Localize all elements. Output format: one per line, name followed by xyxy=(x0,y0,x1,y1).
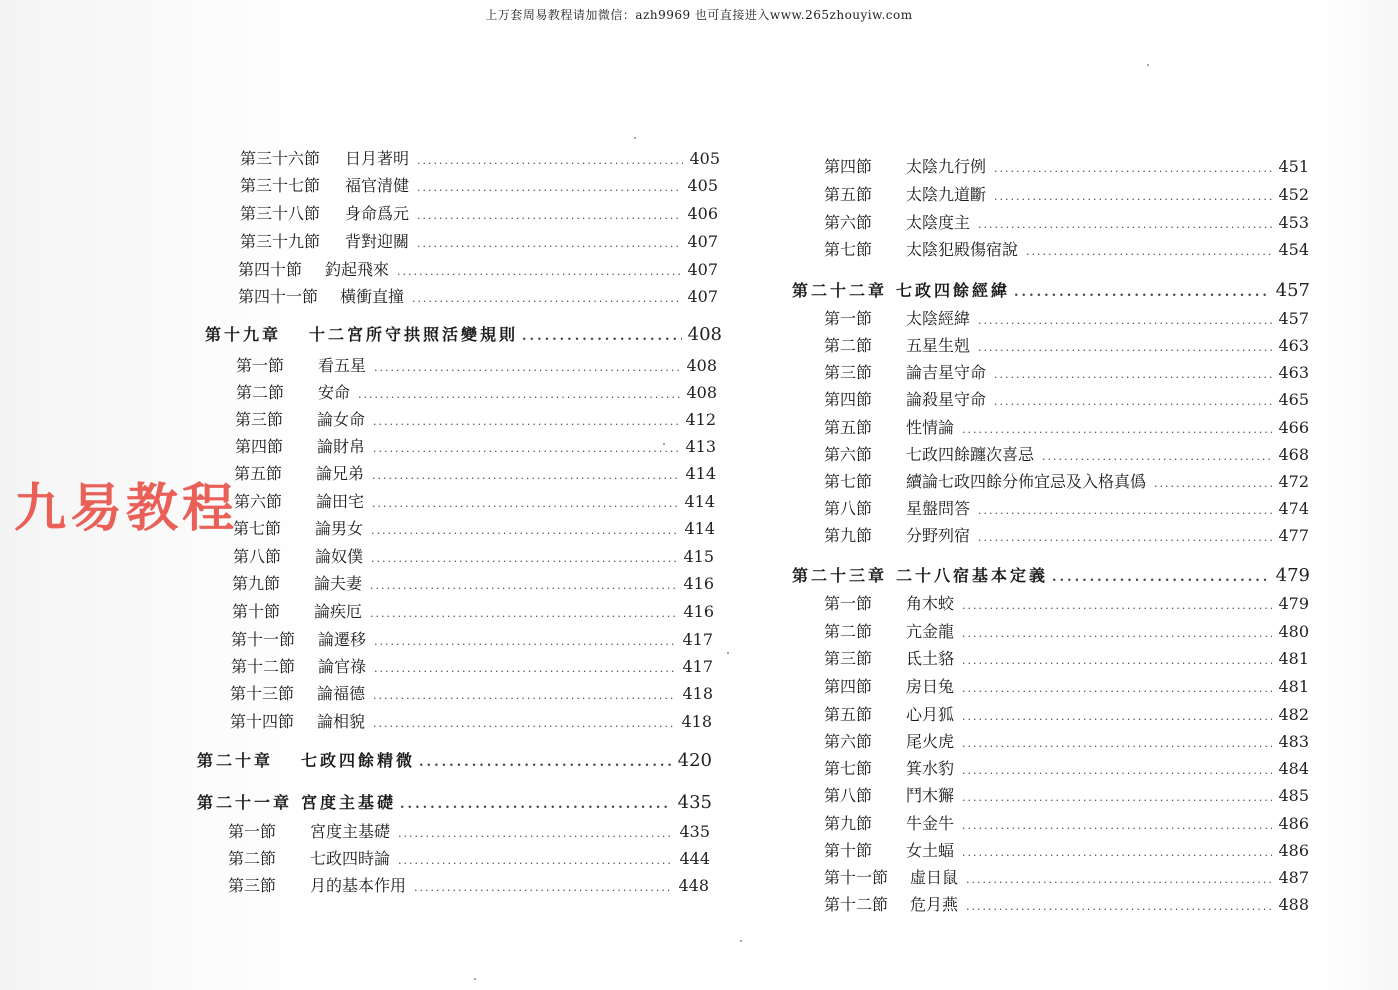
section-title: 尾火虎 xyxy=(906,732,955,751)
chapter-number: 第二十一章 xyxy=(197,793,293,812)
scan-speck xyxy=(1147,64,1149,66)
section-number: 第十三節 xyxy=(230,684,295,703)
section-number: 第十一節 xyxy=(824,868,889,887)
chapter-title: 七政四餘精微 xyxy=(301,751,416,770)
toc-section-entry xyxy=(824,729,1309,751)
section-title: 太陰經緯 xyxy=(906,309,971,328)
chapter-number: 第二十三章 xyxy=(792,566,888,585)
page-number: 452 xyxy=(1278,185,1309,204)
page-number: 488 xyxy=(1278,895,1309,914)
section-title: 星盤問答 xyxy=(906,499,971,518)
section-number: 第三節 xyxy=(235,410,284,429)
dot-leader xyxy=(373,717,675,730)
section-number: 第十二節 xyxy=(824,895,889,914)
toc-section-entry xyxy=(234,489,715,511)
section-number: 第四節 xyxy=(824,157,873,176)
toc-section-entry xyxy=(233,516,715,538)
section-number: 第三節 xyxy=(824,649,873,668)
toc-section-entry xyxy=(824,646,1309,668)
section-title: 五星生剋 xyxy=(906,336,971,355)
section-title: 橫衝直撞 xyxy=(340,287,405,306)
toc-section-entry xyxy=(238,284,718,306)
section-number: 第六節 xyxy=(824,445,873,464)
toc-section-entry xyxy=(235,434,716,456)
page-number: 451 xyxy=(1278,157,1309,176)
page-number: 480 xyxy=(1278,622,1309,641)
section-number: 第九節 xyxy=(232,574,281,593)
section-title: 論夫妻 xyxy=(314,574,363,593)
page-number: 479 xyxy=(1275,565,1310,586)
section-number: 第七節 xyxy=(824,759,873,778)
page-number: 483 xyxy=(1278,732,1309,751)
toc-section-entry xyxy=(230,681,713,703)
dot-leader xyxy=(994,395,1272,408)
section-title: 論疾厄 xyxy=(314,602,363,621)
toc-section-entry xyxy=(234,461,716,483)
toc-chapter-entry xyxy=(197,748,712,774)
section-number: 第五節 xyxy=(824,185,873,204)
dot-leader xyxy=(978,341,1272,354)
section-title: 七政四時論 xyxy=(310,849,391,868)
section-number: 第六節 xyxy=(824,732,873,751)
toc-chapter-entry xyxy=(792,563,1310,589)
scan-speck xyxy=(634,137,636,139)
dot-leader xyxy=(962,791,1272,804)
dot-leader xyxy=(412,292,681,305)
section-title: 分野列宿 xyxy=(906,526,971,545)
page-number: 472 xyxy=(1278,472,1309,491)
dot-leader xyxy=(370,607,677,620)
dot-leader xyxy=(1154,477,1272,490)
page-number: 486 xyxy=(1278,841,1309,860)
section-title: 危月燕 xyxy=(910,895,959,914)
section-number: 第六節 xyxy=(234,492,283,511)
dot-leader xyxy=(372,469,679,482)
section-title: 氐土貉 xyxy=(906,649,955,668)
section-number: 第八節 xyxy=(824,786,873,805)
section-title: 福官清健 xyxy=(345,176,410,195)
toc-section-entry xyxy=(228,846,710,868)
section-number: 第二節 xyxy=(236,383,285,402)
dot-leader xyxy=(372,497,678,510)
dot-leader xyxy=(398,854,673,867)
section-number: 第三節 xyxy=(228,876,277,895)
scan-speck xyxy=(474,978,476,980)
section-number: 第十節 xyxy=(232,602,281,621)
dot-leader xyxy=(962,819,1272,832)
toc-section-entry xyxy=(824,360,1309,382)
section-number: 第二節 xyxy=(824,622,873,641)
section-title: 論官祿 xyxy=(318,657,367,676)
page-number: 417 xyxy=(682,630,713,649)
section-title: 牛金牛 xyxy=(906,814,955,833)
section-title: 論奴僕 xyxy=(315,547,364,566)
dot-leader xyxy=(522,329,682,344)
dot-leader xyxy=(994,368,1272,381)
section-number: 第四節 xyxy=(824,677,873,696)
dot-leader xyxy=(966,900,1272,913)
page-number: 408 xyxy=(686,356,717,375)
section-number: 第十二節 xyxy=(231,657,296,676)
chapter-number: 第二十二章 xyxy=(792,281,888,300)
section-number: 第十一節 xyxy=(231,630,296,649)
dot-leader xyxy=(374,361,680,374)
dot-leader xyxy=(962,599,1272,612)
toc-section-entry xyxy=(824,387,1309,409)
dot-leader xyxy=(371,524,678,537)
toc-section-entry xyxy=(232,599,714,621)
toc-section-entry xyxy=(230,709,712,731)
page-number: 407 xyxy=(687,287,718,306)
dot-leader xyxy=(1042,450,1272,463)
toc-section-entry xyxy=(236,380,717,402)
page-number: 416 xyxy=(683,602,714,621)
section-title: 論兄弟 xyxy=(316,464,365,483)
page-number: 479 xyxy=(1278,594,1309,613)
page-number: 420 xyxy=(677,750,712,771)
page-number: 466 xyxy=(1278,418,1309,437)
toc-chapter-entry xyxy=(792,278,1310,304)
header-notice: 上万套周易教程请加微信：azh9969 也可直接进入www.265zhouyiw.com xyxy=(485,8,913,22)
section-title: 論吉星守命 xyxy=(906,363,987,382)
page-number: 457 xyxy=(1275,280,1310,301)
dot-leader xyxy=(417,154,683,167)
dot-leader xyxy=(962,710,1272,723)
section-number: 第一節 xyxy=(824,594,873,613)
toc-section-entry xyxy=(232,571,714,593)
toc-section-entry xyxy=(824,838,1309,860)
dot-leader xyxy=(978,314,1272,327)
page-number: 413 xyxy=(685,437,716,456)
page-number: 481 xyxy=(1278,649,1309,668)
toc-section-entry xyxy=(231,654,713,676)
section-title: 箕水豹 xyxy=(906,759,955,778)
page-number: 448 xyxy=(678,876,709,895)
dot-leader xyxy=(1026,245,1272,258)
toc-section-entry xyxy=(824,182,1309,204)
page-number: 418 xyxy=(681,712,712,731)
page-number: 405 xyxy=(689,149,720,168)
dot-leader xyxy=(962,423,1272,436)
page-number: 412 xyxy=(685,410,716,429)
dot-leader xyxy=(371,552,677,565)
page-number: 487 xyxy=(1278,868,1309,887)
toc-section-entry xyxy=(824,154,1309,176)
section-title: 七政四餘躔次喜忌 xyxy=(906,445,1035,464)
dot-leader xyxy=(994,190,1272,203)
dot-leader xyxy=(419,755,672,770)
section-number: 第五節 xyxy=(824,418,873,437)
page-number: 463 xyxy=(1278,336,1309,355)
dot-leader xyxy=(370,579,677,592)
section-number: 第三十七節 xyxy=(240,176,321,195)
dot-leader xyxy=(978,531,1272,544)
section-number: 第十四節 xyxy=(230,712,295,731)
page-number: 477 xyxy=(1278,526,1309,545)
section-number: 第三十八節 xyxy=(240,204,321,223)
section-title: 月的基本作用 xyxy=(310,876,407,895)
watermark-logo: 九易教程 xyxy=(14,479,239,539)
dot-leader xyxy=(962,846,1272,859)
toc-chapter-entry xyxy=(205,322,722,348)
dot-leader xyxy=(966,873,1272,886)
toc-section-entry xyxy=(238,257,718,279)
section-number: 第五節 xyxy=(234,464,283,483)
toc-section-entry xyxy=(824,865,1309,887)
toc-section-entry xyxy=(824,619,1309,641)
page-number: 484 xyxy=(1278,759,1309,778)
toc-section-entry xyxy=(824,702,1309,724)
section-number: 第三十六節 xyxy=(240,149,321,168)
toc-section-entry xyxy=(228,819,710,841)
section-number: 第一節 xyxy=(228,822,277,841)
section-title: 日月著明 xyxy=(345,149,410,168)
dot-leader xyxy=(373,415,679,428)
section-title: 虛日鼠 xyxy=(910,868,959,887)
page-number: 481 xyxy=(1278,677,1309,696)
section-title: 續論七政四餘分佈宜忌及入格真僞 xyxy=(906,472,1147,491)
section-number: 第七節 xyxy=(824,240,873,259)
section-number: 第八節 xyxy=(233,547,282,566)
page-number: 414 xyxy=(684,492,715,511)
toc-section-entry xyxy=(824,333,1309,355)
page-number: 463 xyxy=(1278,363,1309,382)
section-number: 第一節 xyxy=(824,309,873,328)
toc-section-entry xyxy=(236,353,717,375)
section-number: 第四十節 xyxy=(238,260,303,279)
section-title: 太陰九道斷 xyxy=(906,185,987,204)
page-number: 453 xyxy=(1278,213,1309,232)
section-title: 論男女 xyxy=(315,519,364,538)
section-number: 第九節 xyxy=(824,814,873,833)
toc-section-entry xyxy=(240,173,718,195)
page-number: 406 xyxy=(687,204,718,223)
toc-section-entry xyxy=(228,873,709,895)
page-number: 414 xyxy=(684,519,715,538)
dot-leader xyxy=(1014,285,1270,300)
section-number: 第十節 xyxy=(824,841,873,860)
toc-section-entry xyxy=(824,591,1309,613)
section-title: 論福德 xyxy=(317,684,366,703)
toc-section-entry xyxy=(824,892,1309,914)
dot-leader xyxy=(374,662,676,675)
chapter-number: 第十九章 xyxy=(205,325,282,344)
section-number: 第二節 xyxy=(824,336,873,355)
section-number: 第三節 xyxy=(824,363,873,382)
section-number: 第二節 xyxy=(228,849,277,868)
section-title: 論女命 xyxy=(317,410,366,429)
page-number: 407 xyxy=(687,232,718,251)
page-number: 465 xyxy=(1278,390,1309,409)
section-title: 女土蝠 xyxy=(906,841,955,860)
page-number: 407 xyxy=(687,260,718,279)
section-number: 第七節 xyxy=(233,519,282,538)
toc-section-entry xyxy=(824,674,1309,696)
section-title: 論遷移 xyxy=(318,630,367,649)
section-number: 第四節 xyxy=(824,390,873,409)
page-number: 474 xyxy=(1278,499,1309,518)
dot-leader xyxy=(397,265,681,278)
dot-leader xyxy=(962,654,1272,667)
page-number: 418 xyxy=(682,684,713,703)
scan-speck xyxy=(663,443,665,445)
page-number: 408 xyxy=(687,324,722,345)
section-title: 太陰犯殿傷宿說 xyxy=(906,240,1019,259)
scan-speck xyxy=(727,652,729,654)
section-title: 太陰九行例 xyxy=(906,157,987,176)
dot-leader xyxy=(978,218,1272,231)
section-title: 釣起飛來 xyxy=(325,260,390,279)
dot-leader xyxy=(358,388,680,401)
section-number: 第五節 xyxy=(824,705,873,724)
section-title: 心月狐 xyxy=(906,705,955,724)
toc-section-entry xyxy=(231,627,713,649)
section-title: 看五星 xyxy=(318,356,367,375)
toc-section-entry xyxy=(824,756,1309,778)
page-number: 417 xyxy=(682,657,713,676)
page-number: 408 xyxy=(686,383,717,402)
dot-leader xyxy=(1052,570,1270,585)
page-number: 414 xyxy=(685,464,716,483)
section-number: 第八節 xyxy=(824,499,873,518)
dot-leader xyxy=(400,797,672,812)
page-number: 435 xyxy=(679,822,710,841)
page-number: 416 xyxy=(683,574,714,593)
toc-section-entry xyxy=(240,146,720,168)
dot-leader xyxy=(417,237,681,250)
page-number: 457 xyxy=(1278,309,1309,328)
section-title: 論財帛 xyxy=(317,437,366,456)
toc-chapter-entry xyxy=(197,790,712,816)
toc-section-entry xyxy=(824,210,1309,232)
toc-section-entry xyxy=(824,442,1309,464)
toc-section-entry xyxy=(824,783,1309,805)
scan-speck xyxy=(740,940,742,942)
toc-section-entry xyxy=(240,201,718,223)
section-number: 第四十一節 xyxy=(238,287,319,306)
section-title: 身命爲元 xyxy=(345,204,410,223)
section-title: 背對迎關 xyxy=(345,232,410,251)
chapter-title: 二十八宿基本定義 xyxy=(896,566,1049,585)
toc-section-entry xyxy=(824,523,1309,545)
page-number: 482 xyxy=(1278,705,1309,724)
toc-section-entry xyxy=(235,407,716,429)
section-number: 第三十九節 xyxy=(240,232,321,251)
toc-section-entry xyxy=(233,544,714,566)
dot-leader xyxy=(978,504,1272,517)
section-number: 第一節 xyxy=(236,356,285,375)
section-title: 性情論 xyxy=(906,418,955,437)
page-number: 485 xyxy=(1278,786,1309,805)
dot-leader xyxy=(417,209,681,222)
section-title: 亢金龍 xyxy=(906,622,955,641)
section-title: 房日兔 xyxy=(906,677,955,696)
dot-leader xyxy=(994,162,1272,175)
dot-leader xyxy=(962,737,1272,750)
toc-section-entry xyxy=(824,496,1309,518)
page-number: 486 xyxy=(1278,814,1309,833)
dot-leader xyxy=(962,764,1272,777)
section-title: 安命 xyxy=(318,383,351,402)
section-number: 第六節 xyxy=(824,213,873,232)
dot-leader xyxy=(398,827,673,840)
dot-leader xyxy=(374,635,676,648)
section-title: 論田宅 xyxy=(316,492,365,511)
section-title: 太陰度主 xyxy=(906,213,971,232)
toc-section-entry xyxy=(824,469,1309,491)
page-number: 468 xyxy=(1278,445,1309,464)
chapter-number: 第二十章 xyxy=(197,751,274,770)
dot-leader xyxy=(414,881,672,894)
section-title: 角木蛟 xyxy=(906,594,955,613)
section-title: 宮度主基礎 xyxy=(310,822,391,841)
dot-leader xyxy=(962,627,1272,640)
toc-section-entry xyxy=(824,237,1309,259)
dot-leader xyxy=(417,181,681,194)
section-number: 第七節 xyxy=(824,472,873,491)
section-number: 第九節 xyxy=(824,526,873,545)
page-number: 435 xyxy=(677,792,712,813)
section-title: 鬥木獬 xyxy=(906,786,955,805)
dot-leader xyxy=(373,442,679,455)
dot-leader xyxy=(373,689,676,702)
section-number: 第四節 xyxy=(235,437,284,456)
toc-section-entry xyxy=(240,229,718,251)
page-number: 405 xyxy=(687,176,718,195)
section-title: 論相貌 xyxy=(317,712,366,731)
chapter-title: 七政四餘經緯 xyxy=(896,281,1011,300)
dot-leader xyxy=(962,682,1272,695)
section-title: 論殺星守命 xyxy=(906,390,987,409)
toc-section-entry xyxy=(824,811,1309,833)
page-number: 444 xyxy=(679,849,710,868)
toc-section-entry xyxy=(824,306,1309,328)
page-number: 415 xyxy=(683,547,714,566)
page-number: 454 xyxy=(1278,240,1309,259)
chapter-title: 十二宮所守拱照活變規則 xyxy=(309,325,519,344)
chapter-title: 宮度主基礎 xyxy=(301,793,397,812)
toc-section-entry xyxy=(824,415,1309,437)
